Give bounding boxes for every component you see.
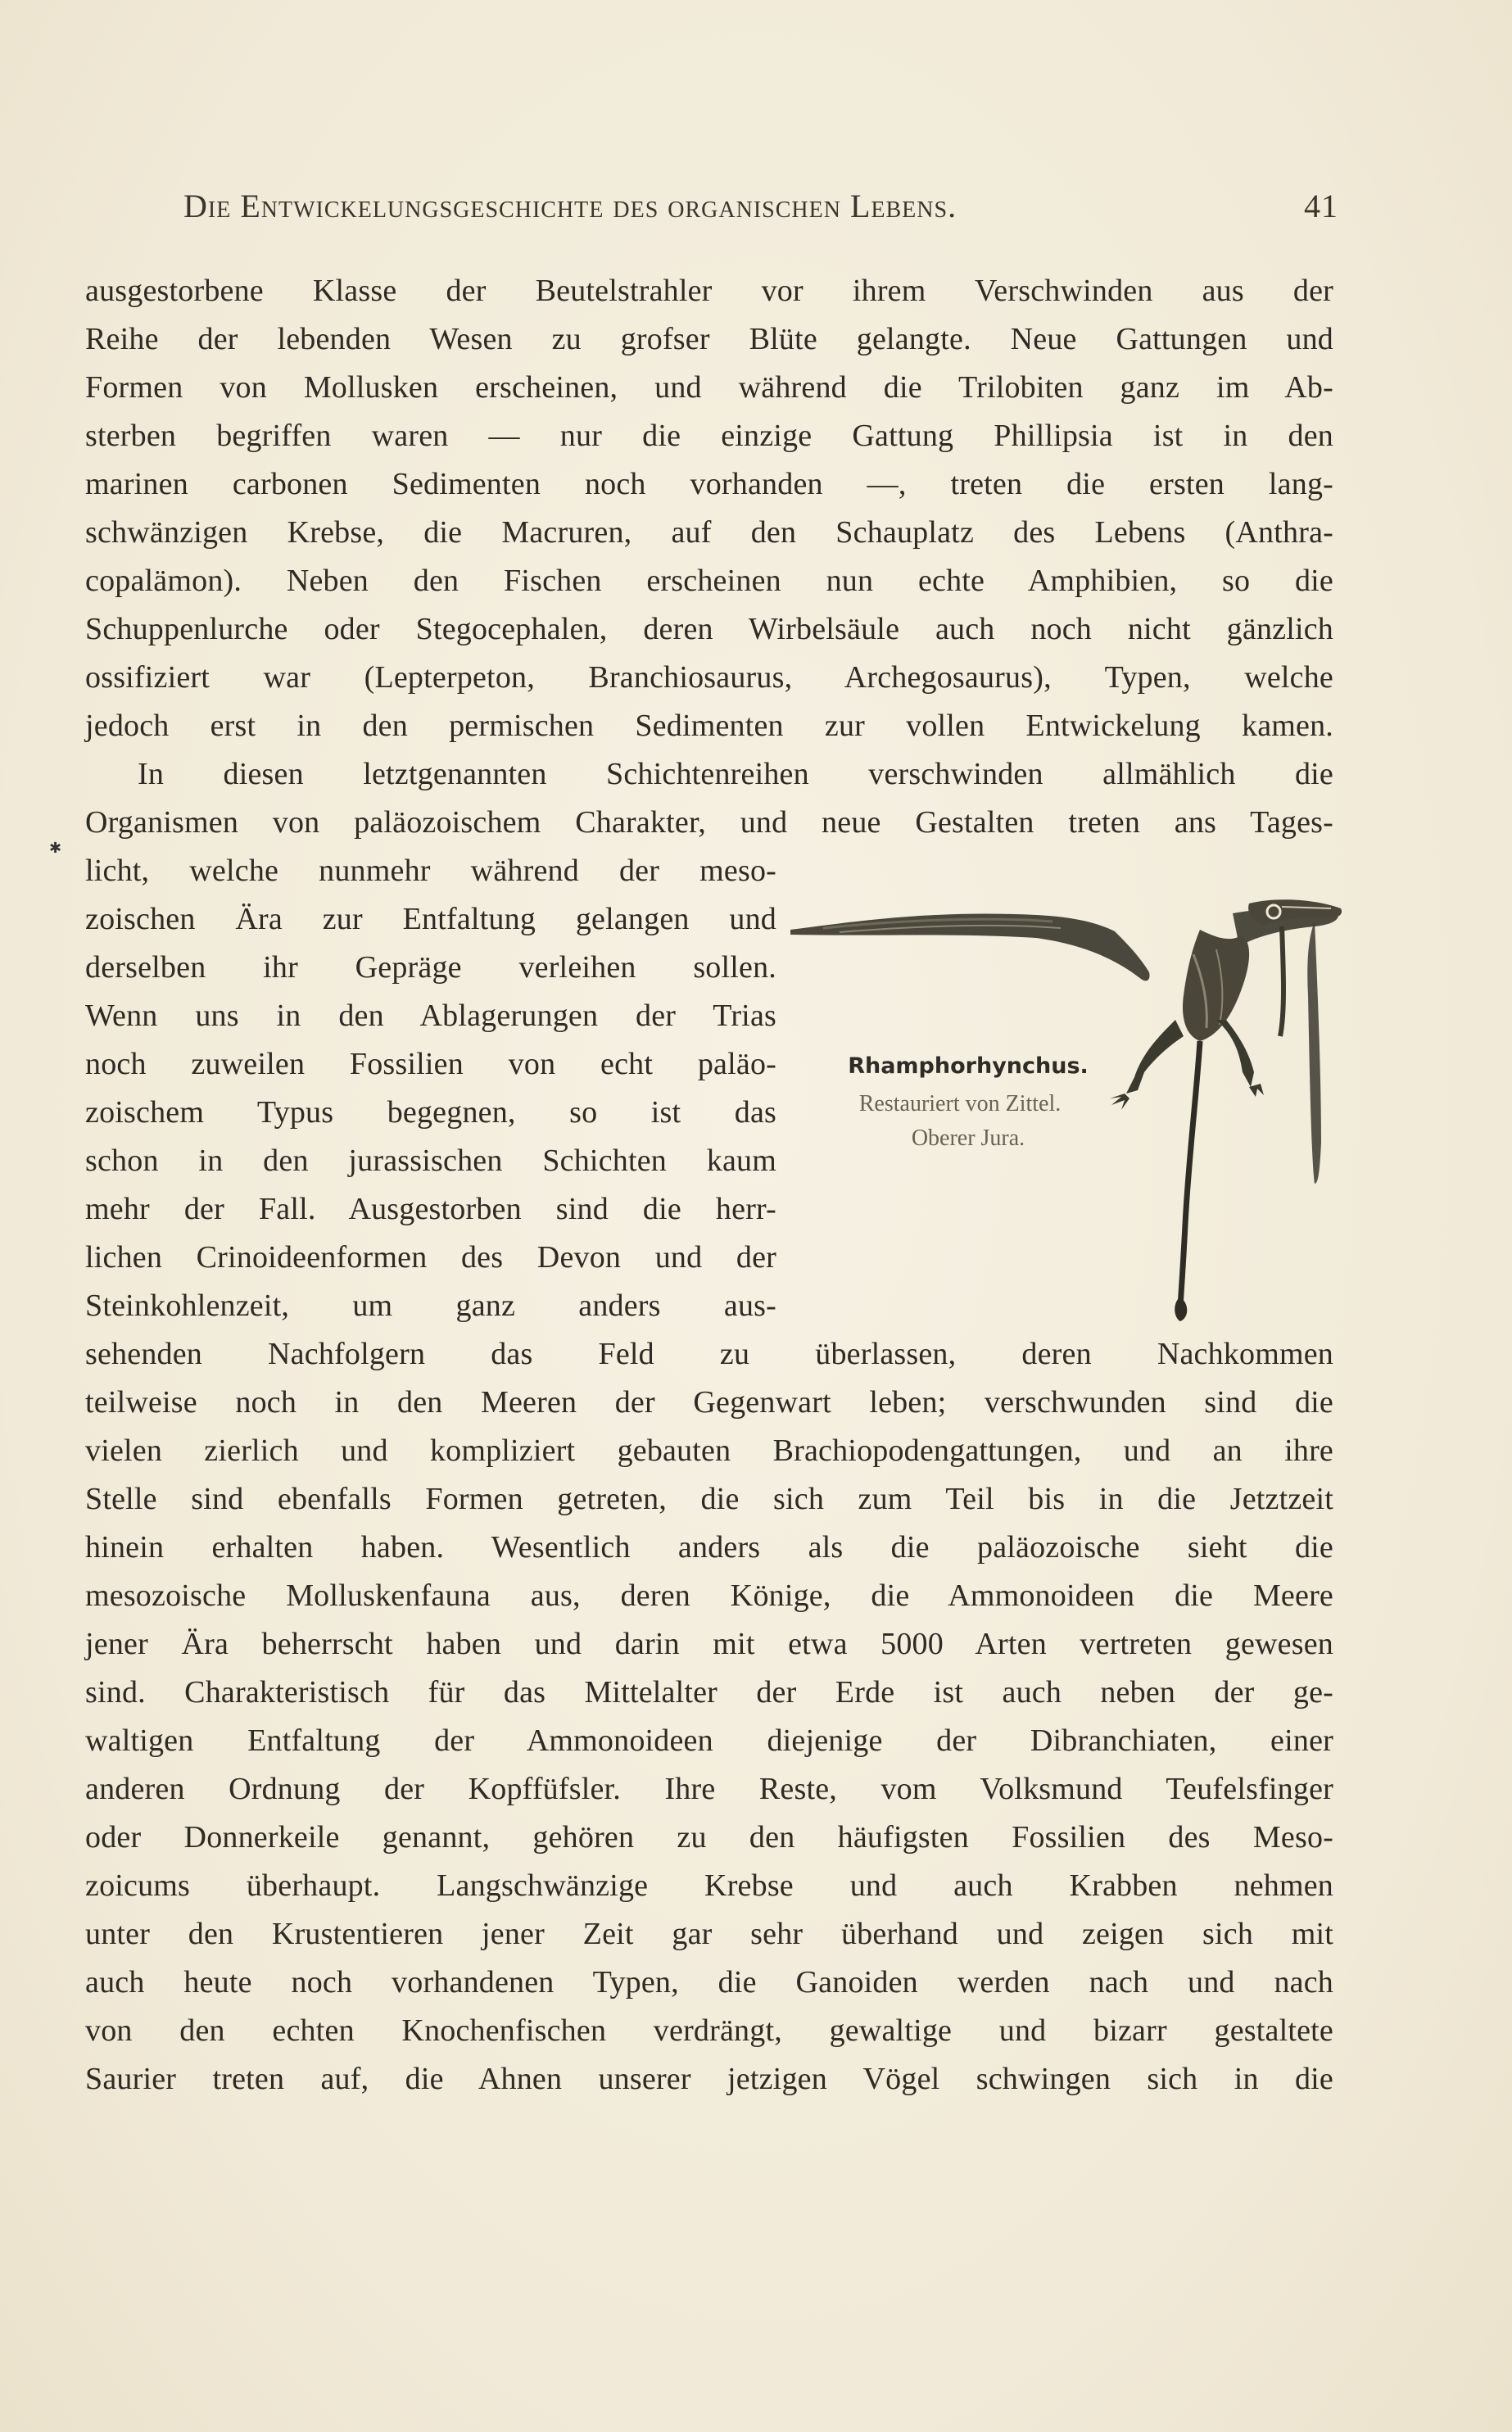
text-line: vielen zierlich und kompliziert gebauten Brachiopodengattungen, und an ihre	[85, 1433, 1333, 1468]
text-line: waltigen Entfaltung der Ammonoideen diejenige der Dibranchiaten, einer	[85, 1723, 1333, 1758]
text-line: derselben ihr Gepräge verleihen sollen.	[85, 950, 776, 985]
text-line: Saurier treten auf, die Ahnen unserer jetzigen Vögel schwingen sich in die	[85, 2062, 1333, 2096]
text-line: sind. Charakteristisch für das Mittelalter der Erde ist auch neben der ge-	[85, 1675, 1333, 1710]
leg-left	[1126, 1020, 1184, 1094]
tail	[1180, 1041, 1200, 1307]
text-line: copalämon). Neben den Fischen erscheinen nun echte Amphibien, so die	[85, 564, 1333, 598]
text-line: sterben begriffen waren — nur die einzige Gattung Phillipsia ist in den	[85, 419, 1333, 453]
text-line: zoischem Typus begegnen, so ist das	[85, 1095, 776, 1130]
left-wing	[790, 914, 1150, 981]
text-line: schon in den jurassischen Schichten kaum	[85, 1144, 776, 1178]
text-line: anderen Ordnung der Kopffüfsler. Ihre Reste, vom Volksmund Teufelsfinger	[85, 1772, 1333, 1806]
text-line: Reihe der lebenden Wesen zu grofser Blüte gelangte. Neue Gattungen und	[85, 322, 1333, 356]
text-line: zoischen Ära zur Entfaltung gelangen und	[85, 902, 776, 936]
text-line: jener Ära beherrscht haben und darin mit etwa 5000 Arten vertreten gewesen	[85, 1627, 1333, 1661]
text-line: In diesen letztgenannten Schichtenreihen verschwinden allmählich die	[138, 757, 1333, 791]
text-line: Stelle sind ebenfalls Formen getreten, die sich zum Teil bis in die Jetztzeit	[85, 1482, 1333, 1516]
text-line: Steinkohlenzeit, um ganz anders aus-	[85, 1288, 776, 1323]
text-line: jedoch erst in den permischen Sedimenten zur vollen Entwickelung kamen.	[85, 709, 1333, 743]
text-line: marinen carbonen Sedimenten noch vorhanden —, treten die ersten lang-	[85, 467, 1333, 501]
text-line: Schuppenlurche oder Stegocephalen, deren Wirbelsäule auch noch nicht gänzlich	[85, 612, 1333, 646]
text-line: Wenn uns in den Ablagerungen der Trias	[85, 999, 776, 1033]
leg-right	[1216, 1020, 1254, 1087]
text-line: oder Donnerkeile genannt, gehören zu den häufigsten Fossilien des Meso-	[85, 1820, 1333, 1855]
text-line: noch zuweilen Fossilien von echt paläo-	[85, 1047, 776, 1081]
text-line: ossifiziert war (Lepterpeton, Branchiosaurus, Archegosaurus), Typen, welche	[85, 660, 1333, 695]
text-line: unter den Krustentieren jener Zeit gar sehr überhand und zeigen sich mit	[85, 1917, 1333, 1951]
body	[1183, 930, 1249, 1041]
tail-vane	[1175, 1297, 1187, 1321]
text-line: sehenden Nachfolgern das Feld zu überlassen, deren Nachkommen	[85, 1337, 1333, 1371]
text-line: mesozoische Molluskenfauna aus, deren Könige, die Ammonoideen die Meere	[85, 1578, 1333, 1613]
text-line: Formen von Mollusken erscheinen, und während die Trilobiten ganz im Ab-	[85, 370, 1333, 405]
text-line: hinein erhalten haben. Wesentlich anders als die paläozoische sieht die	[85, 1530, 1333, 1565]
text-line: Organismen von paläozoischem Charakter, und neue Gestalten treten ans Tages-	[85, 805, 1333, 840]
page-number: 41	[1304, 188, 1338, 224]
text-line: lichen Crinoideenformen des Devon und der	[85, 1240, 776, 1275]
text-line: auch heute noch vorhandenen Typen, die Ganoiden werden nach und nach	[85, 1965, 1333, 1999]
text-line: von den echten Knochenfischen verdrängt, gewaltige und bizarr gestaltete	[85, 2013, 1333, 2048]
running-header	[183, 187, 1338, 236]
running-title: Die Entwickelungsgeschichte des organischen Lebens.	[183, 188, 957, 224]
text-line: ausgestorbene Klasse der Beutelstrahler vor ihrem Verschwinden aus der	[85, 274, 1333, 308]
text-line: teilweise noch in den Meeren der Gegenwart leben; verschwunden sind die	[85, 1385, 1333, 1420]
text-line: mehr der Fall. Ausgestorben sind die herr-	[85, 1192, 776, 1226]
figure-caption-age: Oberer Jura.	[911, 1125, 1025, 1151]
text-line: licht, welche nunmehr während der meso-	[85, 854, 776, 888]
margin-mark: ✱	[49, 840, 62, 856]
text-line: zoicums überhaupt. Langschwänzige Krebse und auch Krabben nehmen	[85, 1868, 1333, 1903]
figure-caption-name: Rhamphorhynchus.	[848, 1053, 1089, 1079]
figure-caption-credit: Restauriert von Zittel.	[858, 1091, 1062, 1116]
text-line: schwänzigen Krebse, die Macruren, auf den Schauplatz des Lebens (Anthra-	[85, 515, 1333, 550]
